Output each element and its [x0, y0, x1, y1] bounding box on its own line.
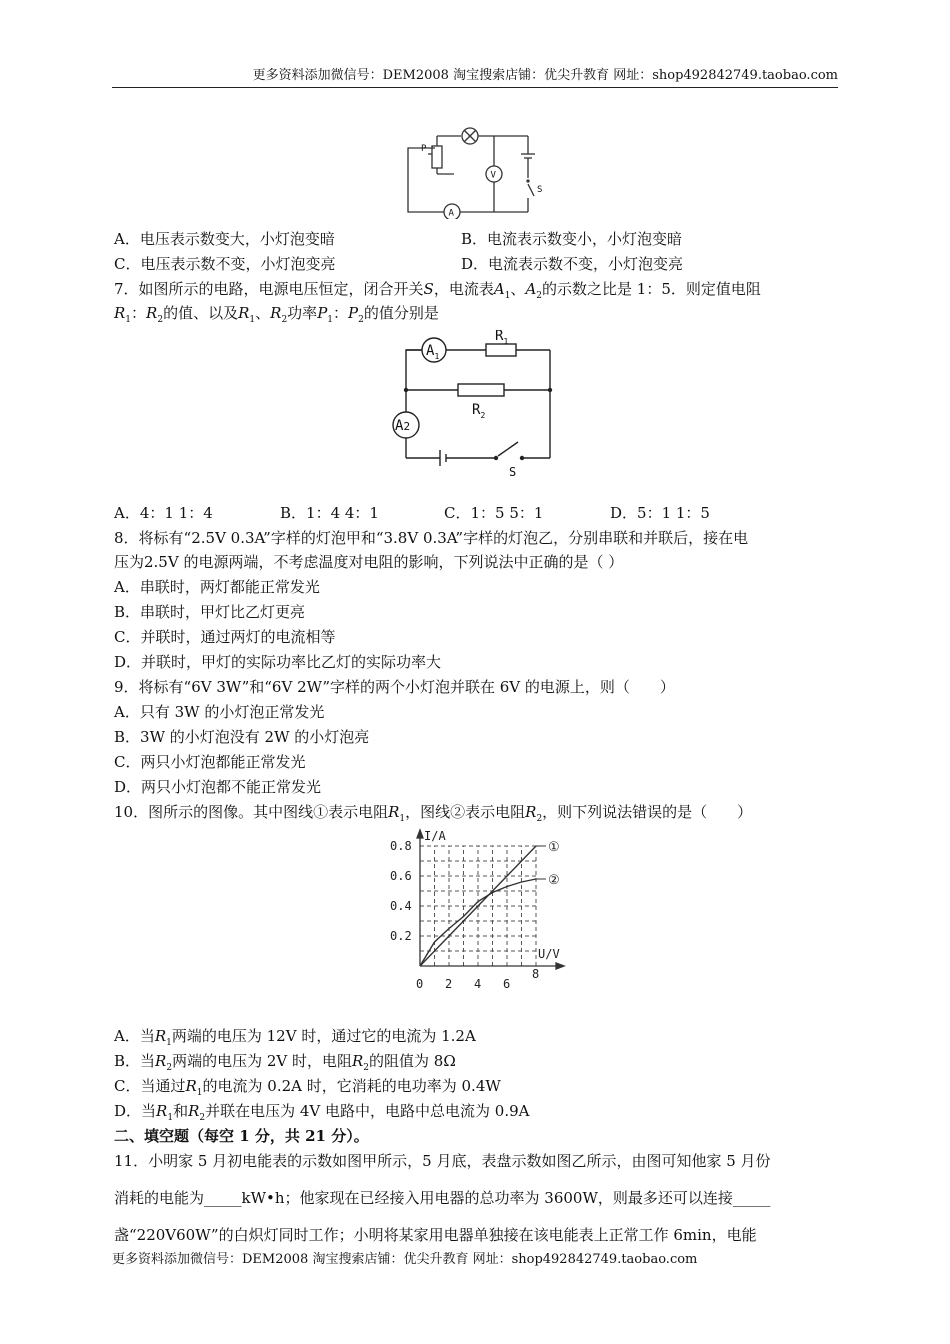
q6-option-d: D．电流表示数不变，小灯泡变亮 [461, 255, 684, 273]
q8-stem-line2: 压为2.5V 的电源两端，不考虑温度对电阻的影响，下列说法中正确的是（ ） [114, 553, 624, 571]
q10-iu-chart [382, 828, 568, 994]
q9-stem: 9．将标有“6V 3W”和“6V 2W”字样的两个小灯泡并联在 6V 的电源上，则（ ） [114, 678, 675, 696]
q11-line2: 消耗的电能为_____kW•h；他家现在已经接入用电器的总功率为 3600W，则最多还可以连接_____ [114, 1189, 771, 1207]
q8-option-a: A．串联时，两灯都能正常发光 [114, 578, 320, 596]
q7-label-a1: $A_1$ [426, 343, 440, 361]
q6-option-b: B．电流表示数变小，小灯泡变暗 [461, 230, 683, 248]
q11-line1: 11．小明家 5 月初电能表的示数如图甲所示，5 月底，表盘示数如图乙所示，由图可知他家 5 月份 [114, 1152, 771, 1170]
y-tick-label: 0.4 [390, 899, 412, 913]
q10-stem: 10．图所示的图像。其中图线①表示电阻$R_1$，图线②表示电阻$R_2$，则下列说法错误的是（ ） [114, 803, 753, 824]
q7-options [114, 502, 710, 523]
q9-option-c: C．两只小灯泡都能正常发光 [114, 753, 306, 771]
q9-option-d: D．两只小灯泡都不能正常发光 [114, 778, 322, 796]
x-tick-label: 0 [416, 977, 424, 991]
q10-option-d: D．当$R_1$和$R_2$并联在电压为 4V 电路中，电路中总电流为 0.9A [114, 1102, 530, 1123]
q8-option-c: C．并联时，通过两灯的电流相等 [114, 628, 336, 646]
q7-option-d: D．5：1 1：5 [610, 504, 710, 522]
q11-line3: 盏“220V60W”的白炽灯同时工作；小明将某家用电器单独接在该电能表上正常工作 6min，电能 [114, 1226, 757, 1244]
q6-option-a: A．电压表示数变大，小灯泡变暗 [114, 230, 335, 248]
section-2-title: 二、填空题（每空 1 分，共 21 分）。 [114, 1127, 369, 1145]
series-label-1: ① [548, 840, 560, 855]
y-tick-label: 0.2 [390, 929, 412, 943]
page-header: 更多资料添加微信号：DEM2008 淘宝搜索店铺：优尖升教育 网址：shop492842749.taobao.com [112, 64, 838, 88]
x-tick-label: 2 [445, 977, 453, 991]
q7-label-r2: $R_2$ [472, 402, 486, 420]
q6-label-p: P [421, 144, 427, 154]
q7-label-s: S [509, 465, 517, 479]
page-footer: 更多资料添加微信号：DEM2008 淘宝搜索店铺：优尖升教育 网址：shop492842749.taobao.com [112, 1252, 698, 1267]
q8-stem-line1: 8．将标有“2.5V 0.3A”字样的灯泡甲和“3.8V 0.3A”字样的灯泡乙，分别串联和并联后，接在电 [114, 529, 749, 547]
q6-label-s: S [537, 185, 543, 195]
q9-option-b: B．3W 的小灯泡没有 2W 的小灯泡亮 [114, 728, 370, 746]
q6-label-a: A [448, 208, 454, 219]
y-axis-label: I/A [424, 829, 446, 843]
q10-option-a: A．当$R_1$两端的电压为 12V 时，通过它的电流为 1.2A [114, 1027, 476, 1048]
series-label-2: ② [548, 873, 560, 888]
q9-option-a: A．只有 3W 的小灯泡正常发光 [114, 703, 325, 721]
x-tick-label: 6 [503, 977, 511, 991]
y-tick-label: 0.6 [390, 869, 412, 883]
x-tick-label: 4 [474, 977, 482, 991]
q7-option-b: B．1：4 4：1 [280, 504, 379, 522]
q6-circuit-diagram [404, 124, 554, 219]
q7-label-a2: A2 [395, 418, 411, 434]
q8-option-b: B．串联时，甲灯比乙灯更亮 [114, 603, 306, 621]
q7-stem-line2: $R_1$：$R_2$的值、以及$R_1$、$R_2$功率$P_1$：$P_2$的值分别是 [114, 304, 439, 325]
y-axis-arrow [417, 830, 423, 838]
x-axis-arrow [556, 963, 564, 969]
q7-label-r1: $R_1$ [495, 330, 509, 346]
q10-option-b: B．当$R_2$两端的电压为 2V 时，电阻$R_2$的阻值为 8Ω [114, 1052, 456, 1073]
q6-option-c: C．电压表示数不变，小灯泡变亮 [114, 255, 336, 273]
y-tick-label: 0.8 [390, 839, 412, 853]
q6-label-v: V [490, 170, 496, 181]
q10-option-c: C．当通过$R_1$的电流为 0.2A 时，它消耗的电功率为 0.4W [114, 1077, 501, 1098]
x-axis-label: U/V [538, 947, 560, 961]
q7-option-a: A．4：1 1：4 [114, 504, 213, 522]
q7-option-c: C．1：5 5：1 [444, 504, 544, 522]
q8-option-d: D．并联时，甲灯的实际功率比乙灯的实际功率大 [114, 653, 442, 671]
q7-circuit-diagram [362, 330, 562, 480]
x-tick-label: 8 [532, 967, 540, 981]
q7-stem-line1: 7．如图所示的电路，电源电压恒定，闭合开关S，电流表$A_1$、$A_2$的示数之比是 1：5．则定值电阻 [114, 280, 761, 301]
